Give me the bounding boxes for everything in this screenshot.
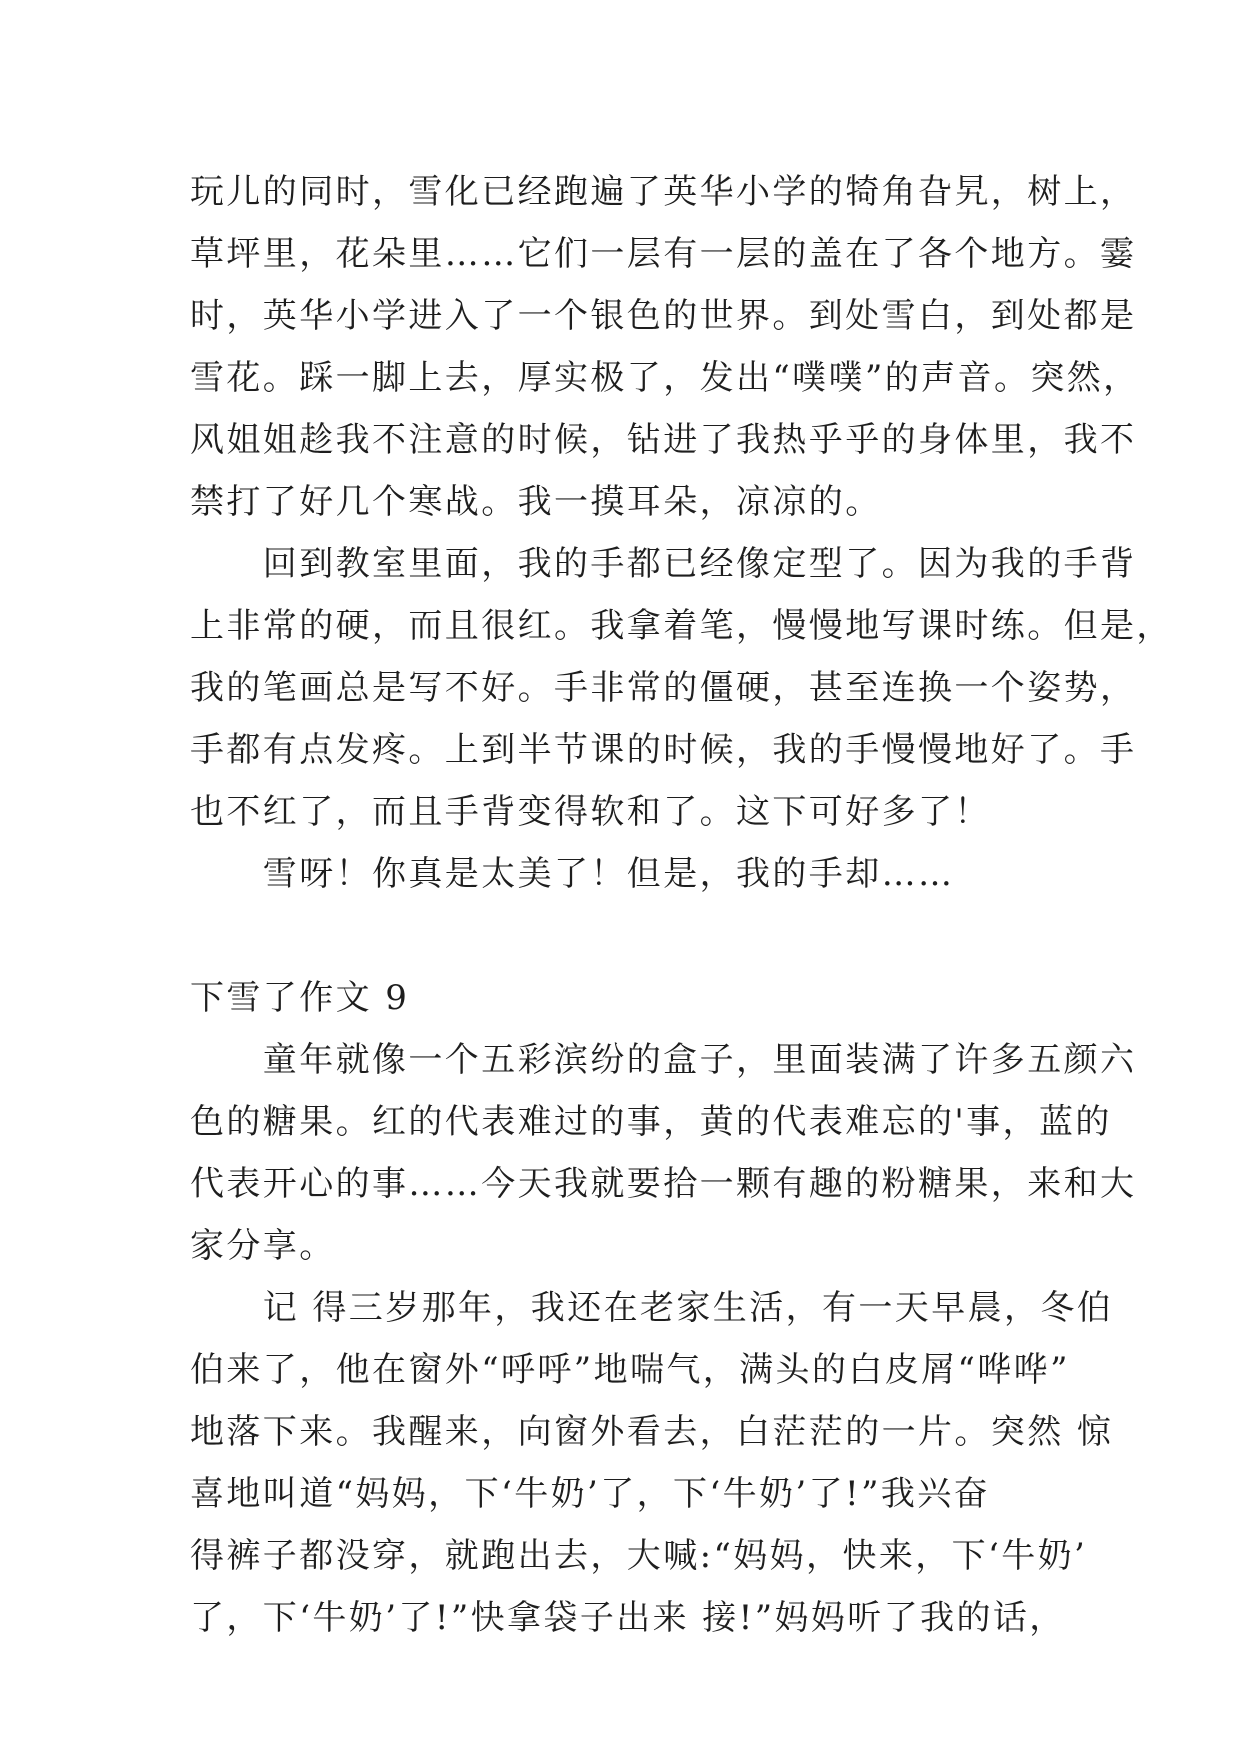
text-line: 代表开心的事……今天我就要拾一颗有趣的粉糖果，来和大 xyxy=(190,1164,1137,1204)
text-line: 得裤子都没穿，就跑出去，大喊:“妈妈，快来，下‘牛奶’ xyxy=(190,1536,1088,1576)
text-line: 喜地叫道“妈妈，下‘牛奶’了，下‘牛奶’了!”我兴奋 xyxy=(190,1474,991,1514)
essay-body xyxy=(190,161,1173,1649)
section-heading: 下雪了作文 9 xyxy=(190,978,410,1018)
text-line: 地落下来。我醒来，向窗外看去，白茫茫的一片。突然 惊 xyxy=(190,1412,1114,1452)
text-line: 上非常的硬，而且很红。我拿着笔，慢慢地写课时练。但是， xyxy=(190,606,1173,646)
text-line: 伯来了，他在窗外“呼呼”地喘气，满头的白皮屑“哗哗” xyxy=(190,1350,1070,1390)
text-line: 童年就像一个五彩滨纷的盒子，里面装满了许多五颜六 xyxy=(190,1040,1137,1080)
text-line: 手都有点发疼。上到半节课的时候，我的手慢慢地好了。手 xyxy=(190,730,1137,770)
text-line: 禁打了好几个寒战。我一摸耳朵，凉凉的。 xyxy=(190,482,882,522)
text-line: 时，英华小学进入了一个银色的世界。到处雪白，到处都是 xyxy=(190,296,1137,336)
text-line: 记 得三岁那年，我还在老家生活，有一天早晨，冬伯 xyxy=(190,1288,1114,1328)
text-line: 也不红了，而且手背变得软和了。这下可好多了！ xyxy=(190,792,991,832)
text-line: 色的糖果。红的代表难过的事，黄的代表难忘的'事，蓝的 xyxy=(190,1102,1112,1142)
text-line: 玩儿的同时，雪化已经跑遍了英华小学的犄角旮旯，树上， xyxy=(190,172,1137,212)
text-line: 风姐姐趁我不注意的时候，钻进了我热乎乎的身体里，我不 xyxy=(190,420,1137,460)
text-line: 家分享。 xyxy=(190,1226,336,1266)
paragraph-gap xyxy=(190,905,1070,967)
text-line: 草坪里，花朵里……它们一层有一层的盖在了各个地方。霎 xyxy=(190,234,1137,274)
text-line: 雪呀！你真是太美了！但是，我的手却…… xyxy=(190,854,955,894)
text-line: 我的笔画总是写不好。手非常的僵硬，甚至连换一个姿势， xyxy=(190,668,1137,708)
text-line: 雪花。踩一脚上去，厚实极了，发出“噗噗”的声音。突然， xyxy=(190,358,1140,398)
text-line: 了，下‘牛奶’了!”快拿袋子出来 接!”妈妈听了我的话， xyxy=(190,1598,1066,1638)
text-line: 回到教室里面，我的手都已经像定型了。因为我的手背 xyxy=(190,544,1137,584)
